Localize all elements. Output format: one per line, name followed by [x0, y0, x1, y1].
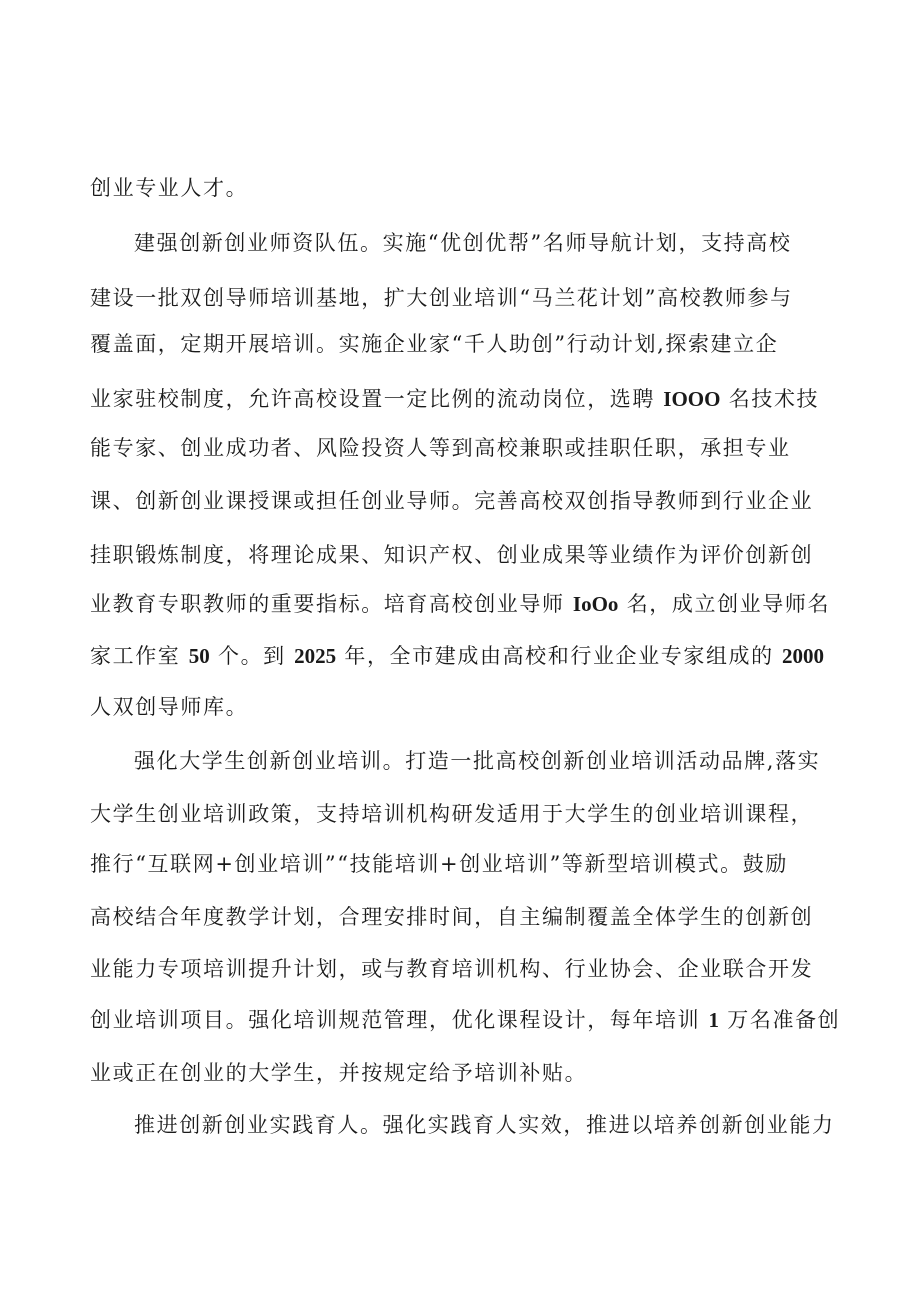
text-run: 建强创新创业师资队伍。实施“优创优帮”名师导航计划，支持高校: [134, 231, 792, 255]
text-run: 高校结合年度教学计划，合理安排时间，自主编制覆盖全体学生的创新创: [90, 905, 814, 929]
paragraph-line: [90, 486, 840, 516]
paragraph-line: [90, 692, 840, 722]
text-run: 名，成立创业导师名: [626, 592, 831, 616]
number-run: IoOo: [572, 592, 619, 616]
text-run: 万名准备创: [727, 1008, 840, 1032]
paragraph-line: [90, 283, 840, 313]
number-run: 50: [188, 644, 210, 668]
paragraph-line: [134, 1110, 840, 1140]
text-run: 强化大学生创新创业培训。打造一批高校创新创业培训活动品牌,落实: [134, 749, 821, 773]
number-run: 2000: [782, 644, 825, 668]
text-run: 个。到: [217, 644, 286, 668]
text-run: 建设一批双创导师培训基地，扩大创业培训“马兰花计划”高校教师参与: [90, 286, 793, 310]
text-run: 业或正在创业的大学生，并按规定给予培训补贴。: [90, 1061, 588, 1085]
text-run: 创业专业人才。: [90, 176, 249, 200]
text-run: 覆盖面，定期开展培训。实施企业家“千人助创”行动计划,探索建立企: [90, 332, 779, 356]
paragraph-line: [90, 849, 840, 879]
paragraph-line: [90, 540, 840, 570]
paragraph-line: [90, 799, 840, 829]
paragraph-line: [90, 641, 840, 671]
number-run: 2025: [294, 644, 337, 668]
text-run: 能专家、创业成功者、风险投资人等到高校兼职或挂职任职，承担专业: [90, 436, 791, 460]
paragraph-line: [90, 902, 840, 932]
text-run: 人双创导师库。: [90, 695, 249, 719]
paragraph-line: [90, 173, 840, 203]
paragraph-line: [134, 746, 840, 776]
text-run: 创业培训项目。强化培训规范管理，优化课程设计，每年培训: [90, 1008, 701, 1032]
paragraph-line: [90, 433, 840, 463]
text-run: 大学生创业培训政策，支持培训机构研发适用于大学生的创业培训课程，: [90, 802, 814, 826]
text-run: 推进创新创业实践育人。强化实践育人实效，推进以培养创新创业能力: [134, 1113, 835, 1137]
number-run: IOOO: [663, 387, 721, 411]
text-run: 年，全市建成由高校和行业企业专家组成的: [344, 644, 774, 668]
text-run: 业家驻校制度，允许高校设置一定比例的流动岗位，选聘: [90, 387, 655, 411]
text-run: 推行“互联网+创业培训”“技能培训+创业培训”等新型培训模式。鼓励: [90, 852, 788, 876]
paragraph-line: [90, 589, 840, 619]
text-run: 业教育专职教师的重要指标。培育高校创业导师: [90, 592, 565, 616]
paragraph-line: [90, 384, 840, 414]
paragraph-line: [90, 954, 840, 984]
paragraph-line: [134, 228, 840, 258]
text-run: 家工作室: [90, 644, 181, 668]
number-run: 1: [708, 1008, 719, 1032]
text-run: 业能力专项培训提升计划，或与教育培训机构、行业协会、企业联合开发: [90, 957, 814, 981]
paragraph-line: [90, 329, 840, 359]
text-run: 挂职锻炼制度，将理论成果、知识产权、创业成果等业绩作为评价创新创: [90, 543, 814, 567]
paragraph-line: [90, 1058, 840, 1088]
text-run: 课、创新创业课授课或担任创业导师。完善高校双创指导教师到行业企业: [90, 489, 814, 513]
text-run: 名技术技: [728, 387, 820, 411]
paragraph-line: [90, 1005, 840, 1035]
